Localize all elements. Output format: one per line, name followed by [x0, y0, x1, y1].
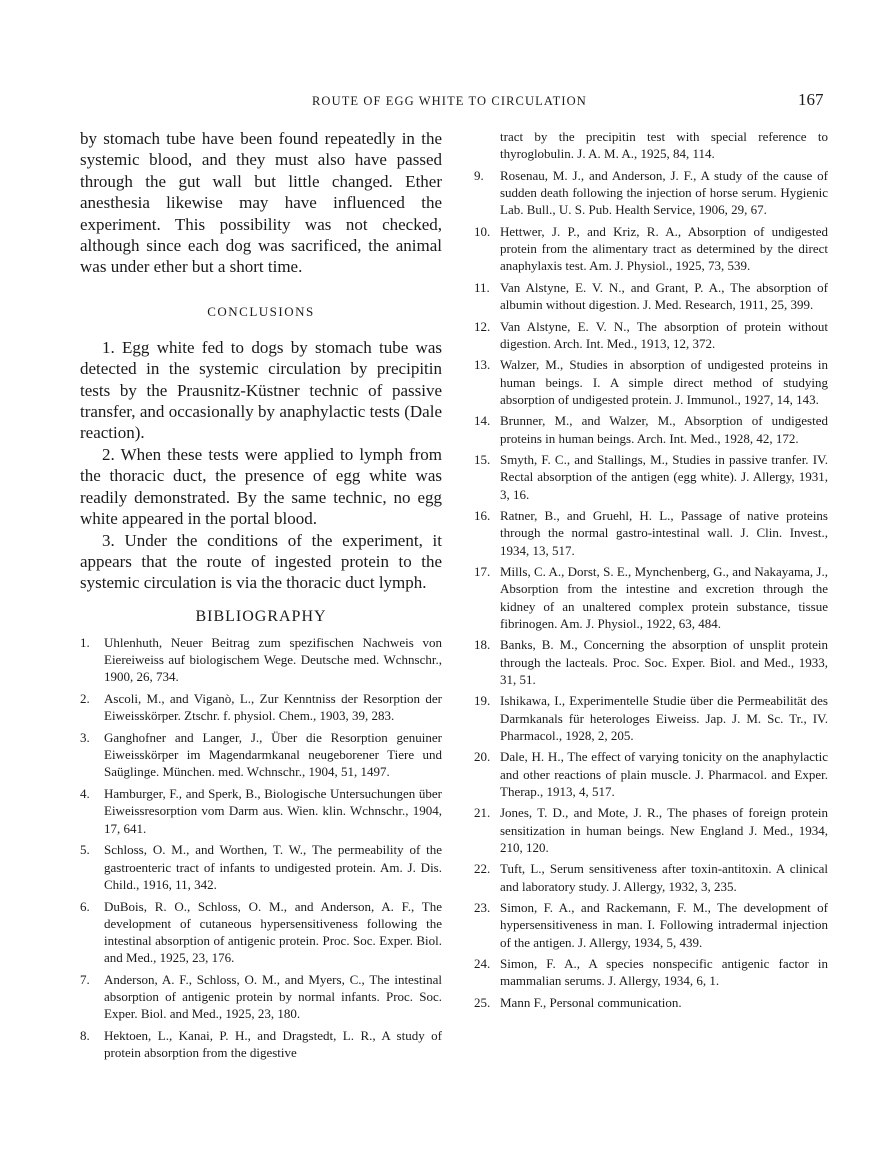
reference-item — [80, 785, 442, 837]
reference-item — [80, 971, 442, 1023]
reference-item — [476, 899, 828, 951]
reference-text: Mann F., Personal communication. — [500, 994, 682, 1010]
reference-number: 1. — [80, 634, 90, 650]
reference-text: Anderson, A. F., Schloss, O. M., and Myers, C., The intestinal absorption of antigenic protein by normal infants. Proc. Soc. Exper. Biol. and Med., 1925, 23, 180. — [104, 971, 442, 1022]
reference-text: Van Alstyne, E. V. N., and Grant, P. A., The absorption of albumin without digestion. J. Med. Research, 1911, 25, 399. — [500, 279, 828, 312]
reference-text: DuBois, R. O., Schloss, O. M., and Anderson, A. F., The development of cutaneous hypersensitiveness following the intestinal absorption of antigenic protein. Proc. Soc. Exper. Biol. and Med., 1925, 23, 176. — [104, 898, 442, 966]
conclusion-item: 1. Egg white fed to dogs by stomach tube was detected in the systemic circulation by precipitin tests by the Prausnitz-Küstner technic of passive transfer, and occasionally by anaphylactic tests (Dale reaction). — [80, 337, 442, 443]
reference-number: 9. — [474, 167, 484, 183]
reference-item — [80, 690, 442, 724]
reference-item — [476, 412, 828, 446]
reference-item — [80, 634, 442, 686]
reference-number: 17. — [474, 564, 491, 580]
reference-number: 12. — [474, 318, 491, 334]
reference-text: Banks, B. M., Concerning the absorption of unsplit protein through the lacteals. Proc. Soc. Exper. Biol. and Med., 1933, 31, 51. — [500, 637, 828, 687]
reference-number: 18. — [474, 637, 491, 653]
reference-text: tract by the precipitin test with special reference to thyroglobulin. J. A. M. A., 1925, 84, 114. — [500, 129, 828, 162]
reference-text: Hektoen, L., Kanai, P. H., and Dragstedt, L. R., A study of protein absorption from the digestive — [104, 1028, 442, 1061]
bibliography-list-continued — [476, 128, 828, 1011]
reference-item — [476, 507, 828, 559]
reference-number: 16. — [474, 508, 491, 524]
reference-text: Walzer, M., Studies in absorption of undigested proteins in human beings. I. A simple direct method of studying absorption of undigested protein. J. Immunol., 1927, 14, 143. — [500, 357, 828, 407]
page-number: 167 — [798, 90, 824, 109]
reference-text: Hettwer, J. P., and Kriz, R. A., Absorption of undigested protein from the alimentary tract as determined by the direct anaphylaxis test. Am. J. Physiol., 1925, 73, 539. — [500, 223, 828, 274]
reference-item — [476, 636, 828, 688]
reference-number: 7. — [80, 971, 90, 987]
reference-item — [476, 994, 828, 1011]
reference-item — [476, 692, 828, 744]
reference-item — [80, 729, 442, 781]
reference-item — [80, 898, 442, 967]
conclusion-item: 3. Under the conditions of the experiment, it appears that the route of ingested protein to the systemic circulation is via the thoracic duct lymph. — [80, 530, 442, 593]
reference-number: 11. — [474, 279, 490, 295]
reference-item — [476, 804, 828, 856]
reference-item — [80, 1027, 442, 1061]
reference-number: 13. — [474, 357, 491, 373]
reference-number: 24. — [474, 956, 491, 972]
reference-text: Ishikawa, I., Experimentelle Studie über die Permeabilität des Darmkanals für heterologes Eiweiss. Jap. J. M. Sc. Tr., IV. Pharmacol., 1928, 2, 205. — [500, 693, 828, 743]
reference-text: Schloss, O. M., and Worthen, T. W., The permeability of the gastroenteric tract of infants to undigested protein. Am. J. Dis. Child., 1916, 11, 342. — [104, 842, 442, 892]
reference-item — [476, 451, 828, 503]
reference-number: 14. — [474, 413, 491, 429]
intro-paragraph: by stomach tube have been found repeatedly in the systemic blood, and they must also have passed through the gut wall but little changed. Ether anesthesia likewise may have influenced the experiment. This possibility was not checked, although since each dog was sacrificed, the animal was under ether but a short time. — [80, 129, 442, 277]
conclusions-heading: CONCLUSIONS — [207, 303, 315, 319]
reference-number: 21. — [474, 805, 491, 821]
reference-item — [476, 223, 828, 275]
reference-item — [476, 955, 828, 989]
reference-text: Mills, C. A., Dorst, S. E., Mynchenberg, G., and Nakayama, J., Absorption from the intestine and excretion through the kidney of an unaltered complex protein substance, tissue fibrinogen. Am. J. Physiol., 1922, 63, 484. — [500, 564, 828, 631]
reference-number: 3. — [80, 729, 90, 745]
reference-item — [476, 860, 828, 894]
reference-number: 5. — [80, 842, 90, 858]
running-head: ROUTE OF EGG WHITE TO CIRCULATION — [312, 94, 587, 108]
reference-text: Ratner, B., and Gruehl, H. L., Passage of native proteins through the normal gastro-intestinal wall. J. Clin. Invest., 1934, 13, 517. — [500, 508, 828, 558]
reference-item — [80, 841, 442, 893]
reference-text: Dale, H. H., The effect of varying tonicity on the anaphylactic and other reactions of plain muscle. J. Pharmacol. and Exper. Therap., 1913, 4, 517. — [500, 749, 828, 799]
right-column — [476, 128, 828, 1016]
reference-number: 8. — [80, 1028, 90, 1044]
reference-number: 15. — [474, 452, 491, 468]
reference-text: Brunner, M., and Walzer, M., Absorption of undigested proteins in human beings. Arch. Int. Med., 1928, 42, 172. — [500, 413, 828, 446]
left-column — [80, 128, 442, 1066]
bibliography-list — [80, 634, 442, 1062]
reference-text: Simon, F. A., and Rackemann, F. M., The development of hypersensitiveness in man. I. Following intradermal injection of the antigen. J. Allergy, 1934, 5, 439. — [500, 900, 828, 950]
reference-text: Hamburger, F., and Sperk, B., Biologische Untersuchungen über Eiweissresorption vom Darm aus. Wien. klin. Wchnschr., 1904, 17, 641. — [104, 786, 442, 836]
reference-text: Uhlenhuth, Neuer Beitrag zum spezifischen Nachweis von Eiereiweiss auf biologischem Wege. Deutsche med. Wchnschr., 1900, 26, 734. — [104, 634, 442, 685]
reference-number: 6. — [80, 898, 90, 914]
reference-item — [476, 748, 828, 800]
reference-item — [476, 356, 828, 408]
reference-text: Jones, T. D., and Mote, J. R., The phases of foreign protein sensitization in human beings. New England J. Med., 1934, 210, 120. — [500, 805, 828, 855]
reference-number: 20. — [474, 749, 491, 765]
reference-number: 10. — [474, 223, 491, 239]
reference-number: 2. — [80, 690, 90, 706]
conclusion-item: 2. When these tests were applied to lymph from the thoracic duct, the presence of egg white was readily demonstrated. By the same technic, no egg white appeared in the portal blood. — [80, 444, 442, 529]
reference-text: Van Alstyne, E. V. N., The absorption of protein without digestion. Arch. Int. Med., 1913, 12, 372. — [500, 318, 828, 351]
page-header — [0, 92, 890, 114]
reference-continuation — [476, 128, 828, 162]
reference-item — [476, 279, 828, 313]
reference-text: Ganghofner and Langer, J., Über die Resorption genuiner Eiweisskörper im Magendarmkanal neugeborener Tiere und Saüglinge. München. med. Wchnschr., 1904, 51, 1497. — [104, 729, 442, 780]
reference-number: 22. — [474, 861, 491, 877]
reference-item — [476, 167, 828, 219]
reference-number: 4. — [80, 786, 90, 802]
reference-number: 25. — [474, 994, 491, 1010]
reference-item — [476, 563, 828, 632]
reference-text: Ascoli, M., and Viganò, L., Zur Kenntniss der Resorption der Eiweisskörper. Ztschr. f. physiol. Chem., 1903, 39, 283. — [104, 690, 442, 724]
reference-text: Tuft, L., Serum sensitiveness after toxin-antitoxin. A clinical and laboratory study. J. Allergy, 1932, 3, 235. — [500, 861, 828, 894]
reference-number: 23. — [474, 900, 491, 916]
reference-text: Smyth, F. C., and Stallings, M., Studies in passive tranfer. IV. Rectal absorption of the antigen (egg white). J. Allergy, 1931, 3, 16. — [500, 452, 828, 502]
reference-number: 19. — [474, 693, 491, 709]
reference-item — [476, 318, 828, 352]
reference-text: Simon, F. A., A species nonspecific antigenic factor in mammalian serums. J. Allergy, 1934, 6, 1. — [500, 956, 828, 989]
bibliography-heading: BIBLIOGRAPHY — [195, 607, 327, 625]
reference-text: Rosenau, M. J., and Anderson, J. F., A study of the cause of sudden death following the injection of horse serum. Hygienic Lab. Bull., U. S. Pub. Health Service, 1906, 29, 67. — [500, 167, 828, 218]
